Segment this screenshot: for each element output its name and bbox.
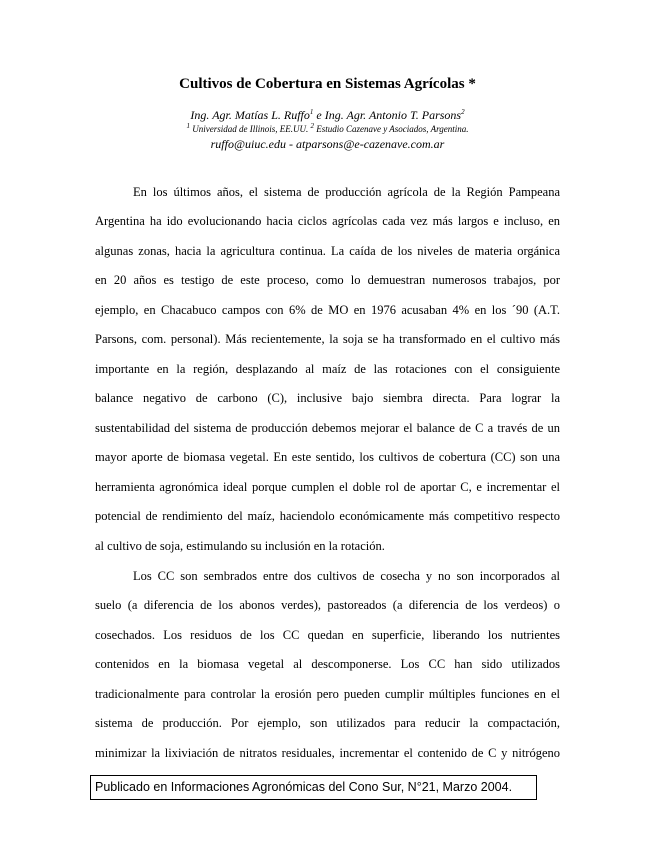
text-line: cosechados. Los residuos de los CC quedan en superficie, liberando los nutrientes bbox=[95, 627, 560, 642]
document-title: Cultivos de Cobertura en Sistemas Agrícolas * bbox=[179, 76, 476, 92]
text-line: Parsons, com. personal). Más recientemente, la soja se ha transformado en el cultivo más bbox=[95, 332, 560, 347]
text-line: Argentina ha ido evolucionando hacia ciclos agrícolas cada vez más largos e incluso, en bbox=[95, 214, 560, 229]
text-line: minimizar la lixiviación de nitratos residuales, incrementar el contenido de C y nitrógeno bbox=[95, 745, 560, 760]
text-line: contenidos en la biomasa vegetal al descomponerse. Los CC han sido utilizados bbox=[95, 657, 560, 672]
text-line: suelo (a diferencia de los abonos verdes), pastoreados (a diferencia de los verdeos) o bbox=[95, 598, 560, 613]
authors-line bbox=[0, 108, 655, 123]
text-line: balance negativo de carbono (C), inclusive bajo siembra directa. Para lograr la bbox=[95, 391, 560, 406]
text-line: sustentabilidad del sistema de producción debemos mejorar el balance de C a través de un bbox=[95, 420, 560, 435]
affiliation-2-mark: 2 bbox=[310, 122, 314, 130]
text-line: algunas zonas, hacia la agricultura continua. La caída de los niveles de materia orgánica bbox=[95, 243, 560, 258]
paragraph-1 bbox=[95, 177, 560, 561]
text-line: ejemplo, en Chacabuco campos con 6% de MO en 1976 acusaban 4% en los ´90 (A.T. bbox=[95, 302, 560, 317]
text-line: importante en la región, desplazando al maíz de las rotaciones con el consiguiente bbox=[95, 361, 560, 376]
author-emails: ruffo@uiuc.edu - atparsons@e-cazenave.com.ar bbox=[210, 137, 445, 151]
author-separator: e bbox=[313, 108, 325, 122]
text-line: mayor aporte de biomasa vegetal. En este sentido, los cultivos de cobertura (CC) son una bbox=[95, 450, 560, 465]
author-2-affiliation-mark: 2 bbox=[461, 108, 465, 116]
affiliations-line bbox=[0, 124, 655, 134]
affiliation-1-mark: 1 bbox=[186, 122, 190, 130]
text-line: en 20 años es testigo de este proceso, como lo demuestran numerosos trabajos, por bbox=[95, 273, 560, 288]
text-line: herramienta agronómica ideal porque cumplen el doble rol de aportar C, e incrementar el bbox=[95, 479, 560, 494]
author-2: Ing. Agr. Antonio T. Parsons bbox=[324, 108, 462, 122]
author-1: Ing. Agr. Matías L. Ruffo bbox=[190, 108, 310, 122]
publication-note: Publicado en Informaciones Agronómicas del Cono Sur, N°21, Marzo 2004. bbox=[90, 775, 537, 800]
text-line: tradicionalmente para controlar la erosión pero pueden cumplir múltiples funciones en el bbox=[95, 686, 560, 701]
text-line: sistema de producción. Por ejemplo, son utilizados para reducir la compactación, bbox=[95, 716, 560, 731]
text-line-last: al cultivo de soja, estimulando su inclusión en la rotación. bbox=[95, 538, 385, 553]
affiliation-2: Estudio Cazenave y Asociados, Argentina. bbox=[313, 124, 469, 134]
text-line: En los últimos años, el sistema de producción agrícola de la Región Pampeana bbox=[133, 184, 560, 199]
text-line: potencial de rendimiento del maíz, haciendolo económicamente más competitivo respecto bbox=[95, 509, 560, 524]
affiliation-1: Universidad de Illinois, EE.UU. bbox=[189, 124, 311, 134]
text-line: Los CC son sembrados entre dos cultivos de cosecha y no son incorporados al bbox=[133, 568, 560, 583]
paragraph-2 bbox=[95, 561, 560, 768]
author-1-affiliation-mark: 1 bbox=[309, 108, 314, 116]
